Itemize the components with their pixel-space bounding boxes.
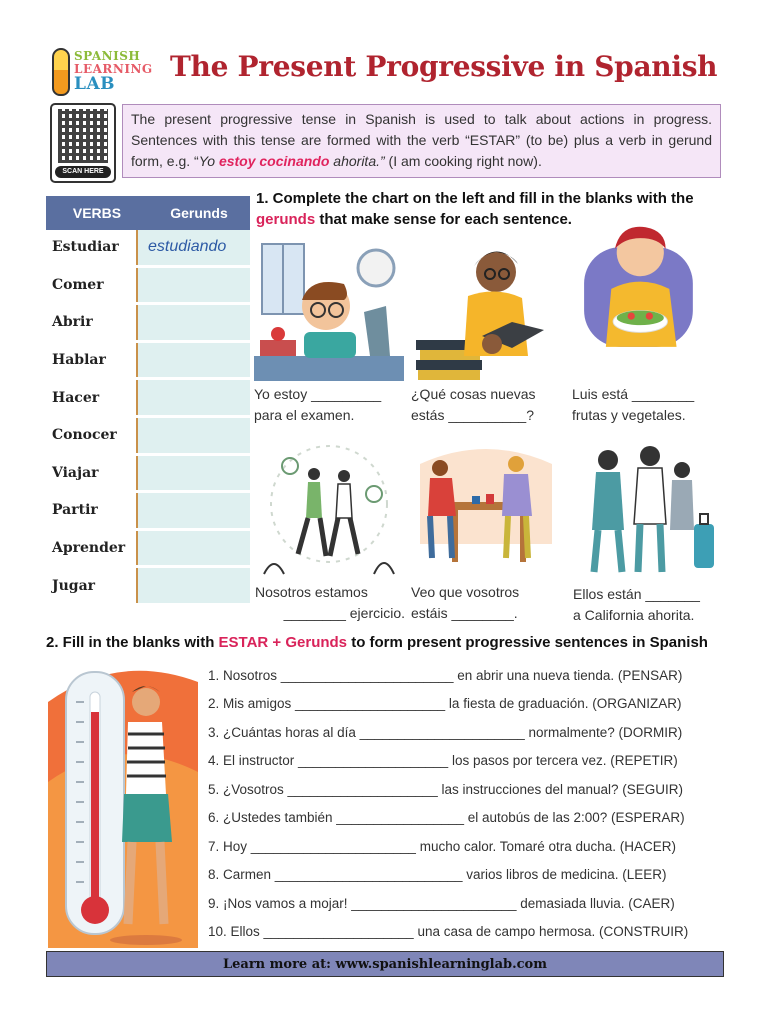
gerund-cell[interactable] <box>138 568 250 603</box>
logo-line-2: LEARNING <box>74 62 153 76</box>
verb-cell: Estudiar <box>46 230 138 265</box>
verb-cell: Hacer <box>46 380 138 415</box>
gerund-cell[interactable] <box>138 418 250 453</box>
caption-5-line-1: Veo que vosotros <box>411 584 520 600</box>
studying-illustration <box>254 236 404 381</box>
verb-cell: Hablar <box>46 343 138 378</box>
verb-table-header <box>46 196 250 230</box>
logo-line-3: LAB <box>74 74 116 94</box>
section-1-text-end: that make sense for each sentence. <box>315 211 572 228</box>
logo <box>48 42 160 102</box>
logo-line-1: SPANISH <box>74 49 141 63</box>
caption-1 <box>254 384 406 426</box>
sentence-1: 1. Nosotros _______________________ en abrir una nueva tienda. (PENSAR) <box>208 668 683 683</box>
table-row <box>46 305 250 343</box>
bulb-icon <box>52 48 70 96</box>
sentence-7: 7. Hoy ______________________ mucho calor. Tomaré otra ducha. (HACER) <box>208 839 677 854</box>
scan-here-label: SCAN HERE <box>55 166 111 178</box>
caption-4 <box>255 582 407 624</box>
sentence-3: 3. ¿Cuántas horas al día ______________________ normalmente? (DORMIR) <box>208 725 683 740</box>
sentence-6: 6. ¿Ustedes también _________________ el autobús de las 2:00? (ESPERAR) <box>208 810 685 825</box>
page-title: The Present Progressive in Spanish <box>170 50 718 83</box>
section-2-text: 2. Fill in the blanks with <box>46 634 219 651</box>
verb-cell: Jugar <box>46 568 138 603</box>
intro-example-1: Yo <box>198 153 219 169</box>
sentence-9: 9. ¡Nos vamos a mojar! ______________________ demasiada lluvia. (CAER) <box>208 896 675 911</box>
table-row <box>46 531 250 569</box>
verb-cell: Abrir <box>46 305 138 340</box>
caption-3-line-1: Luis está ________ <box>572 386 695 402</box>
section-2-highlight: ESTAR + Gerunds <box>218 634 348 651</box>
board-game-illustration <box>412 434 562 579</box>
intro-box <box>122 104 721 178</box>
caption-5 <box>411 582 563 624</box>
verb-cell: Aprender <box>46 531 138 566</box>
sentence-4: 4. El instructor ____________________ los pasos por tercera vez. (REPETIR) <box>208 753 678 768</box>
qr-code-icon <box>58 109 108 163</box>
table-row <box>46 568 250 606</box>
section-1-text: 1. Complete the chart on the left and fill in the blanks with the <box>256 190 694 207</box>
sentence-10: 10. Ellos ____________________ una casa de campo hermosa. (CONSTRUIR) <box>208 924 689 939</box>
table-row <box>46 493 250 531</box>
sentence-8: 8. Carmen _________________________ varios libros de medicina. (LEER) <box>208 867 667 882</box>
footer-link[interactable]: Learn more at: www.spanishlearninglab.com <box>46 951 724 977</box>
sentence-5: 5. ¿Vosotros ____________________ las instrucciones del manual? (SEGUIR) <box>208 782 684 797</box>
intro-text-1: The present progressive tense in Spanish is used to talk about actions in progress. Sentences with this tense are formed with the verb “ESTAR” (to be) plus a verb in gerund form, e.g. “ <box>131 111 712 169</box>
table-row <box>46 418 250 456</box>
header-verbs: VERBS <box>72 205 122 221</box>
heat-illustration <box>48 662 198 948</box>
caption-1-line-2: para el examen. <box>254 407 355 423</box>
eating-illustration <box>568 220 718 365</box>
caption-3-line-2: frutas y vegetales. <box>572 407 686 423</box>
table-row <box>46 268 250 306</box>
table-row <box>46 230 250 268</box>
verb-table <box>46 196 250 606</box>
verb-cell: Viajar <box>46 456 138 491</box>
verb-cell: Comer <box>46 268 138 303</box>
intro-example-2: ahorita.” <box>329 153 385 169</box>
table-row <box>46 380 250 418</box>
caption-3 <box>572 384 724 426</box>
table-row <box>46 456 250 494</box>
verb-cell: Partir <box>46 493 138 528</box>
qr-code[interactable] <box>50 103 116 183</box>
header-gerunds: Gerunds <box>170 205 228 221</box>
caption-4-line-1: Nosotros estamos <box>255 584 368 600</box>
gerund-cell[interactable] <box>138 456 250 491</box>
gerund-cell[interactable] <box>138 531 250 566</box>
gerund-cell[interactable] <box>138 493 250 528</box>
reading-illustration <box>412 236 562 381</box>
table-row <box>46 343 250 381</box>
gerund-cell[interactable] <box>138 343 250 378</box>
section-2-instructions <box>46 634 708 651</box>
caption-5-line-2: estáis ________. <box>411 605 518 621</box>
gerund-cell[interactable] <box>138 268 250 303</box>
travel-illustration <box>568 434 718 579</box>
gerund-cell[interactable] <box>138 305 250 340</box>
intro-text-2: (I am cooking right now). <box>384 153 542 169</box>
caption-6-line-1: Ellos están _______ <box>573 586 700 602</box>
verb-cell: Conocer <box>46 418 138 453</box>
caption-2-line-2: estás __________? <box>411 407 534 423</box>
caption-6-line-2: a California ahorita. <box>573 607 695 623</box>
caption-2-line-1: ¿Qué cosas nuevas <box>411 386 536 402</box>
gerund-cell[interactable] <box>138 380 250 415</box>
sentence-2: 2. Mis amigos ____________________ la fiesta de graduación. (ORGANIZAR) <box>208 696 682 711</box>
section-1-highlight: gerunds <box>256 211 316 228</box>
caption-4-line-2: ________ ejercicio. <box>283 605 405 621</box>
caption-2 <box>411 384 563 426</box>
exercise-illustration <box>254 434 404 579</box>
gerund-cell[interactable]: estudiando <box>138 230 250 265</box>
caption-6 <box>573 584 725 626</box>
section-2-text-end: to form present progressive sentences in Spanish <box>347 634 708 651</box>
caption-1-line-1: Yo estoy _________ <box>254 386 382 402</box>
intro-example-highlight: estoy cocinando <box>218 153 330 169</box>
